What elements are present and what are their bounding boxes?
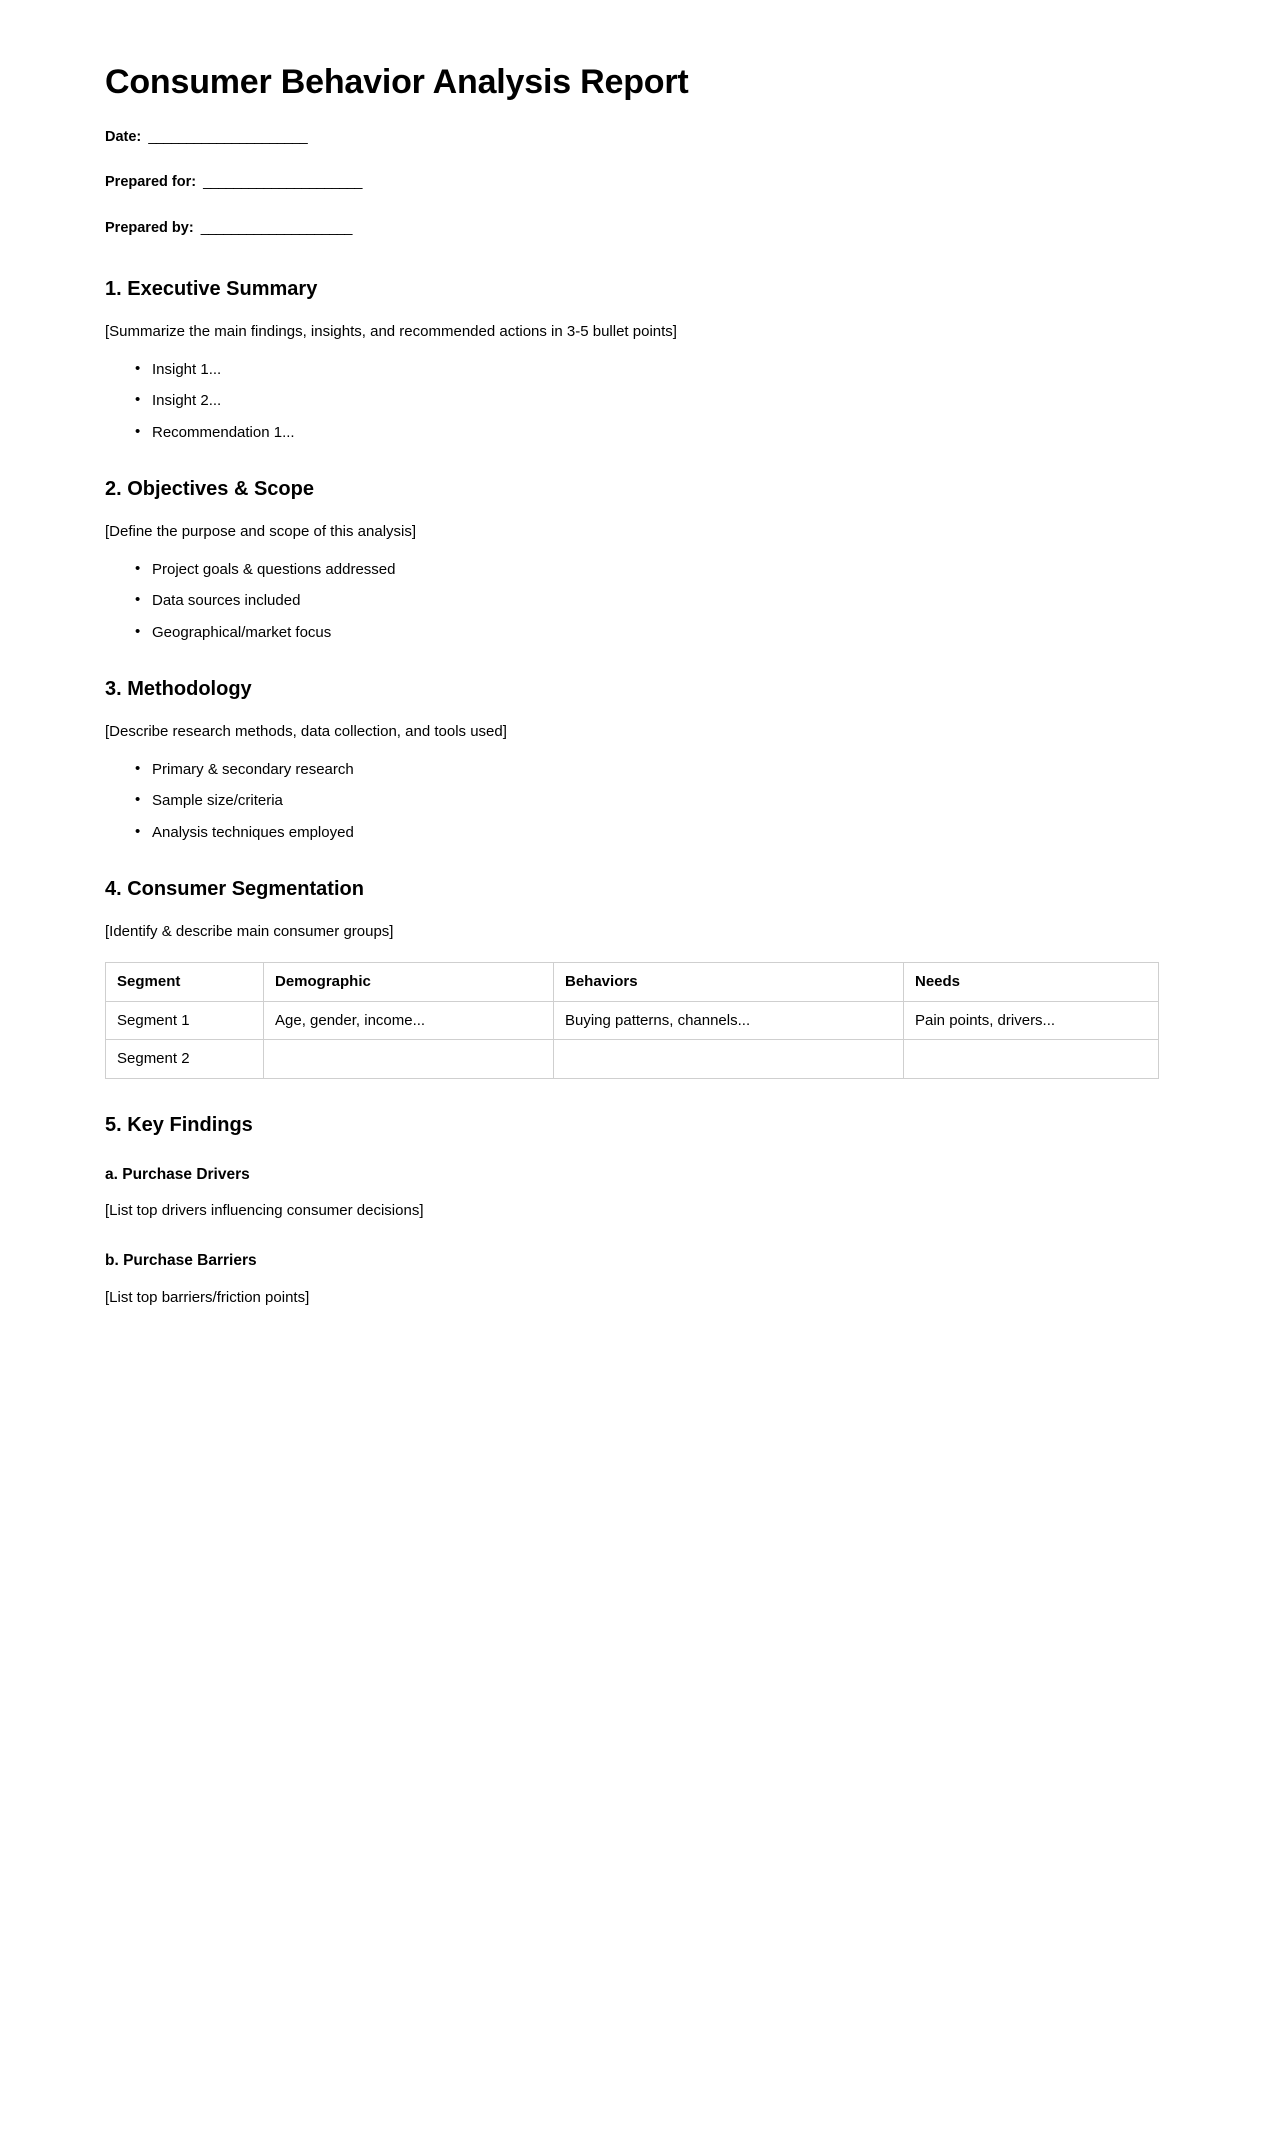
section-intro-executive-summary: [Summarize the main findings, insights, and recommended actions in 3-5 bullet points] [105, 322, 677, 340]
table-cell-segment[interactable]: Segment 1 [106, 1001, 264, 1040]
section-intro-objectives-scope: [Define the purpose and scope of this analysis] [105, 522, 417, 540]
subsection-purchase-drivers [105, 1165, 1158, 1222]
column-header-demographic: Demographic [264, 963, 554, 1002]
subsection-text-purchase-drivers: [List top drivers influencing consumer decisions] [105, 1202, 424, 1220]
section-heading-objectives-scope: 2. Objectives & Scope [105, 477, 314, 500]
bullet-list-executive-summary [105, 360, 1158, 443]
column-header-behaviors: Behaviors [554, 963, 904, 1002]
subsection-purchase-barriers [105, 1251, 1158, 1308]
list-item: • Project goals & questions addressed [135, 560, 1158, 580]
table-cell-segment[interactable]: Segment 2 [106, 1040, 264, 1079]
date-label: Date: [105, 128, 142, 145]
table-cell-needs[interactable]: Pain points, drivers... [904, 1001, 1159, 1040]
section-heading-executive-summary: 1. Executive Summary [105, 277, 318, 300]
document-metadata [105, 129, 1158, 237]
prepared-by-blank-input[interactable]: ____________________ [193, 219, 352, 236]
list-item: • Insight 1... [135, 360, 1158, 380]
bullet-list-methodology [105, 760, 1158, 843]
list-item: • Analysis techniques employed [135, 823, 1158, 843]
prepared-for-label: Prepared for: [105, 174, 197, 191]
table-cell-behaviors[interactable] [554, 1040, 904, 1079]
list-item: • Primary & secondary research [135, 760, 1158, 780]
section-heading-methodology: 3. Methodology [105, 677, 252, 700]
list-item: • Insight 2... [135, 391, 1158, 411]
table-row [106, 1040, 1159, 1079]
table-cell-demographic[interactable]: Age, gender, income... [264, 1001, 554, 1040]
list-item: • Data sources included [135, 591, 1158, 611]
segmentation-table [105, 962, 1159, 1079]
table-header-row [106, 963, 1159, 1002]
subsection-heading-purchase-drivers: a. Purchase Drivers [105, 1165, 250, 1183]
table-cell-demographic[interactable] [264, 1040, 554, 1079]
section-executive-summary [105, 277, 1158, 443]
column-header-needs: Needs [904, 963, 1159, 1002]
section-heading-consumer-segmentation: 4. Consumer Segmentation [105, 877, 364, 900]
section-methodology [105, 677, 1158, 843]
section-key-findings [105, 1113, 1158, 1308]
prepared-by-field-line [105, 220, 1158, 237]
section-intro-consumer-segmentation: [Identify & describe main consumer groups] [105, 922, 394, 940]
table-row [106, 1001, 1159, 1040]
page-title: Consumer Behavior Analysis Report [105, 63, 689, 101]
date-field-line [105, 129, 1158, 146]
date-blank-input[interactable]: _____________________ [141, 128, 308, 145]
prepared-for-blank-input[interactable]: _____________________ [196, 174, 362, 191]
bullet-list-objectives-scope [105, 560, 1158, 643]
prepared-by-label: Prepared by: [105, 219, 194, 236]
list-item: • Recommendation 1... [135, 423, 1158, 443]
section-consumer-segmentation [105, 877, 1158, 1079]
column-header-segment: Segment [106, 963, 264, 1002]
section-intro-methodology: [Describe research methods, data collection, and tools used] [105, 722, 507, 740]
section-heading-key-findings: 5. Key Findings [105, 1113, 253, 1136]
prepared-for-field-line [105, 174, 1158, 191]
table-cell-behaviors[interactable]: Buying patterns, channels... [554, 1001, 904, 1040]
table-cell-needs[interactable] [904, 1040, 1159, 1079]
list-item: • Sample size/criteria [135, 791, 1158, 811]
subsection-text-purchase-barriers: [List top barriers/friction points] [105, 1288, 310, 1306]
subsection-heading-purchase-barriers: b. Purchase Barriers [105, 1252, 257, 1270]
section-objectives-scope [105, 477, 1158, 643]
list-item: • Geographical/market focus [135, 623, 1158, 643]
